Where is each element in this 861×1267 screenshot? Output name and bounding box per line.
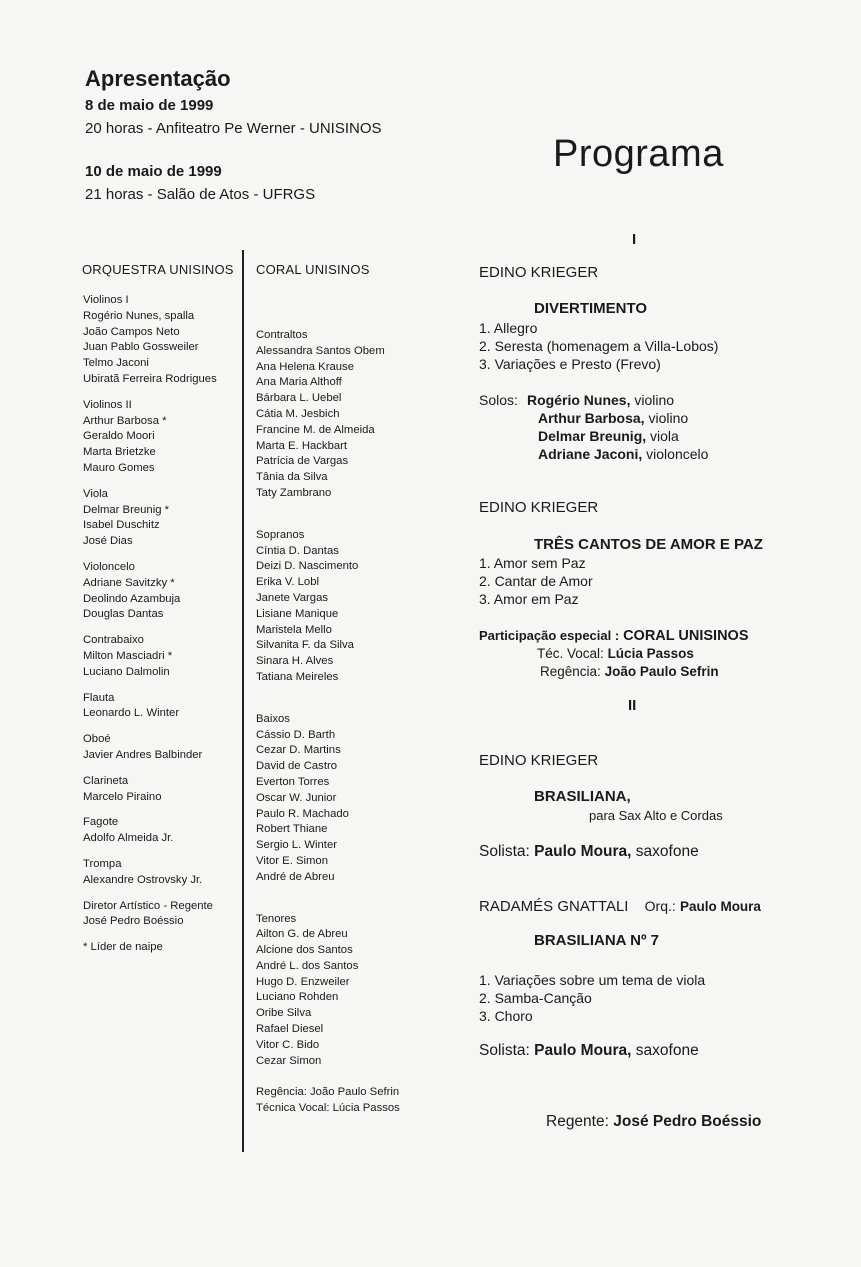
member: Maristela Mello <box>256 623 332 636</box>
regente-label: Regente: <box>546 1113 609 1130</box>
member: Adriane Savitzky * <box>83 576 175 589</box>
piece-2-title: TRÊS CANTOS DE AMOR E PAZ <box>534 536 763 553</box>
solista-instrument: saxofone <box>635 1042 699 1059</box>
composer-2: EDINO KRIEGER <box>479 499 599 516</box>
soloist-list <box>527 391 708 463</box>
choir-group <box>256 912 400 1070</box>
group-label: Fagote <box>83 816 119 829</box>
soloist-name: Adriane Jaconi, <box>538 446 643 462</box>
member: Alcione dos Santos <box>256 944 353 957</box>
solista-label: Solista: <box>479 843 530 860</box>
orq-value: Paulo Moura <box>679 899 761 914</box>
piece-3-subtitle: para Sax Alto e Cordas <box>589 808 723 823</box>
member: Hugo D. Enzweiler <box>256 975 350 988</box>
member: Alexandre Ostrovsky Jr. <box>83 873 203 886</box>
member: Marta E. Hackbart <box>256 439 348 452</box>
group-label: Tenores <box>256 912 297 925</box>
member: José Pedro Boéssio <box>83 915 184 928</box>
soloist-name: Arthur Barbosa, <box>538 410 645 426</box>
member: Douglas Dantas <box>83 608 164 621</box>
member: Oribe Silva <box>256 1007 312 1020</box>
member: João Campos Neto <box>83 325 180 338</box>
member: Sergio L. Winter <box>256 839 337 852</box>
composer-1: EDINO KRIEGER <box>479 264 599 281</box>
soloist <box>527 445 708 463</box>
member: Ailton G. de Abreu <box>256 928 348 941</box>
group-label: Contrabaixo <box>83 634 144 647</box>
group-label: Violinos I <box>83 294 129 306</box>
orchestra-group <box>83 857 217 889</box>
regente-value: José Pedro Boéssio <box>613 1113 762 1130</box>
member: Deolindo Azambuja <box>83 592 181 605</box>
vocal-value: Lúcia Passos <box>607 646 694 661</box>
orchestra-group <box>83 487 217 550</box>
member: Marcelo Piraino <box>83 790 162 803</box>
member: Tatiana Meireles <box>256 670 339 683</box>
group-label: Oboé <box>83 733 111 746</box>
composer-3: EDINO KRIEGER <box>479 752 599 769</box>
movement: 2. Samba-Canção <box>479 990 592 1006</box>
soloist <box>527 391 708 409</box>
member: Arthur Barbosa * <box>83 414 167 427</box>
orq-label: Orq.: <box>644 898 676 914</box>
movement: 1. Allegro <box>479 320 538 336</box>
member: Luciano Dalmolin <box>83 665 170 678</box>
member: David de Castro <box>256 760 337 773</box>
group-label: Clarineta <box>83 774 129 787</box>
orchestra-group <box>83 899 217 931</box>
solista-2-line <box>479 1042 699 1060</box>
choir-group <box>256 528 400 686</box>
member: André de Abreu <box>256 870 335 883</box>
member: Milton Masciadri * <box>83 649 173 662</box>
member: Vitor C. Bido <box>256 1038 320 1051</box>
vocal-line <box>537 646 694 661</box>
composer-4: RADAMÉS GNATTALI <box>479 898 629 915</box>
presentation-date-2: 10 de maio de 1999 <box>85 163 222 180</box>
member: Delmar Breunig * <box>83 503 170 516</box>
member: Francine M. de Almeida <box>256 423 375 436</box>
member: Cássio D. Barth <box>256 728 336 741</box>
movement: 3. Amor em Paz <box>479 591 579 607</box>
member: Cezar Simon <box>256 1054 322 1067</box>
member: Janete Vargas <box>256 591 329 604</box>
piece-4-title: BRASILIANA Nº 7 <box>534 932 659 949</box>
member: Leonardo L. Winter <box>83 707 180 720</box>
part-i-heading: I <box>632 231 637 248</box>
soloist-instrument: violino <box>648 410 689 426</box>
member: Javier Andres Balbinder <box>83 748 203 761</box>
member: Robert Thiane <box>256 823 328 836</box>
orchestra-heading: ORQUESTRA UNISINOS <box>82 262 234 277</box>
program-title: Programa <box>553 133 724 175</box>
member: Ubiratã Ferreira Rodrigues <box>83 372 217 385</box>
member: Adolfo Almeida Jr. <box>83 832 174 845</box>
group-label: Flauta <box>83 691 115 704</box>
orchestra-group <box>83 732 217 764</box>
member: Geraldo Moori <box>83 430 155 443</box>
presentation-title: Apresentação <box>85 66 231 91</box>
participation-line <box>479 627 749 644</box>
regencia-line <box>540 664 719 679</box>
piece-4-movements <box>479 971 705 1025</box>
solista-name: Paulo Moura, <box>534 1042 632 1059</box>
member: Mauro Gomes <box>83 461 155 474</box>
solos-label: Solos: <box>479 392 518 408</box>
presentation-date-1: 8 de maio de 1999 <box>85 97 214 114</box>
choir-roster <box>256 328 400 1117</box>
member: Sinara H. Alves <box>256 655 334 668</box>
member: Luciano Rohden <box>256 991 339 1004</box>
footnote: * Líder de naipe <box>83 941 163 954</box>
movement: 1. Amor sem Paz <box>479 555 586 571</box>
member: Rogério Nunes, spalla <box>83 309 195 322</box>
part-ii-heading: II <box>628 697 637 714</box>
group-label: Contraltos <box>256 329 308 341</box>
piece-1-title: DIVERTIMENTO <box>534 300 648 317</box>
movement: 2. Cantar de Amor <box>479 573 593 589</box>
member: Everton Torres <box>256 775 330 788</box>
choir-heading: CORAL UNISINOS <box>256 262 370 277</box>
soloist <box>527 427 708 445</box>
member: Juan Pablo Gossweiler <box>83 341 199 354</box>
member: Taty Zambrano <box>256 486 332 499</box>
soloist-instrument: violino <box>634 392 675 408</box>
regencia-label: Regência: <box>540 664 601 679</box>
group-label: Diretor Artístico - Regente <box>83 899 213 912</box>
movement: 1. Variações sobre um tema de viola <box>479 972 706 988</box>
regente-line <box>546 1113 761 1131</box>
member: Cezar D. Martins <box>256 744 341 757</box>
composer-4-line <box>479 898 761 915</box>
member: Vitor E. Simon <box>256 854 328 867</box>
orchestra-group <box>83 633 217 680</box>
soloist <box>527 409 708 427</box>
group-label: Violinos II <box>83 398 132 411</box>
solista-line <box>479 843 699 861</box>
movement: 3. Variações e Presto (Frevo) <box>479 356 661 372</box>
movement: 2. Seresta (homenagem a Villa-Lobos) <box>479 338 719 354</box>
member: Cíntia D. Dantas <box>256 544 339 557</box>
member: Alessandra Santos Obem <box>256 344 385 357</box>
member: Silvanita F. da Silva <box>256 639 354 652</box>
column-divider <box>242 250 244 1152</box>
participation-value: CORAL UNISINOS <box>623 628 749 644</box>
movement: 3. Choro <box>479 1008 533 1024</box>
credit-line: Técnica Vocal: Lúcia Passos <box>256 1102 400 1115</box>
member: Lisiane Manique <box>256 607 339 620</box>
group-label: Violoncelo <box>83 560 135 573</box>
orchestra-group <box>83 815 217 847</box>
orchestra-group <box>83 398 217 477</box>
solista-name: Paulo Moura, <box>534 843 632 860</box>
solista-label: Solista: <box>479 1042 530 1059</box>
regencia-value: João Paulo Sefrin <box>604 664 719 679</box>
member: Tânia da Silva <box>256 471 328 484</box>
soloist-instrument: viola <box>650 428 679 444</box>
orchestra-group <box>83 560 217 623</box>
credit-line: Regência: João Paulo Sefrin <box>256 1086 400 1099</box>
orchestra-group <box>83 691 217 723</box>
member: Patrícia de Vargas <box>256 455 349 468</box>
group-label: Sopranos <box>256 528 305 541</box>
member: Oscar W. Junior <box>256 791 337 804</box>
member: Deizi D. Nascimento <box>256 560 359 573</box>
member: Erika V. Lobl <box>256 576 320 589</box>
member: Ana Helena Krause <box>256 360 354 373</box>
member: José Dias <box>83 535 133 548</box>
vocal-label: Téc. Vocal: <box>537 646 604 661</box>
soloist-instrument: violoncelo <box>646 446 709 462</box>
piece-2-movements <box>479 554 593 608</box>
member: Rafael Diesel <box>256 1023 324 1036</box>
presentation-venue-1: 20 horas - Anfiteatro Pe Werner - UNISINOS <box>85 120 382 137</box>
member: Paulo R. Machado <box>256 807 349 820</box>
member: André L. dos Santos <box>256 959 359 972</box>
soloist-name: Rogério Nunes, <box>527 392 631 408</box>
soloist-name: Delmar Breunig, <box>538 428 647 444</box>
member: Ana Maria Althoff <box>256 376 342 389</box>
orchestra-group <box>83 293 217 388</box>
member: Telmo Jaconi <box>83 357 149 370</box>
group-label: Baixos <box>256 712 290 725</box>
member: Marta Brietzke <box>83 446 156 459</box>
member: Isabel Duschitz <box>83 519 160 532</box>
participation-label: Participação especial : <box>479 628 620 643</box>
group-label: Viola <box>83 487 108 500</box>
orchestra-group <box>83 774 217 806</box>
group-label: Trompa <box>83 857 122 870</box>
piece-1-movements <box>479 319 718 373</box>
member: Bárbara L. Uebel <box>256 392 342 405</box>
solista-instrument: saxofone <box>635 843 699 860</box>
choir-group <box>256 328 400 502</box>
choir-credits <box>256 1085 400 1117</box>
member: Cátia M. Jesbich <box>256 407 340 420</box>
piece-3-title: BRASILIANA, <box>534 788 631 805</box>
orchestra-roster <box>83 293 217 956</box>
presentation-venue-2: 21 horas - Salão de Atos - UFRGS <box>85 186 316 203</box>
choir-group <box>256 712 400 886</box>
